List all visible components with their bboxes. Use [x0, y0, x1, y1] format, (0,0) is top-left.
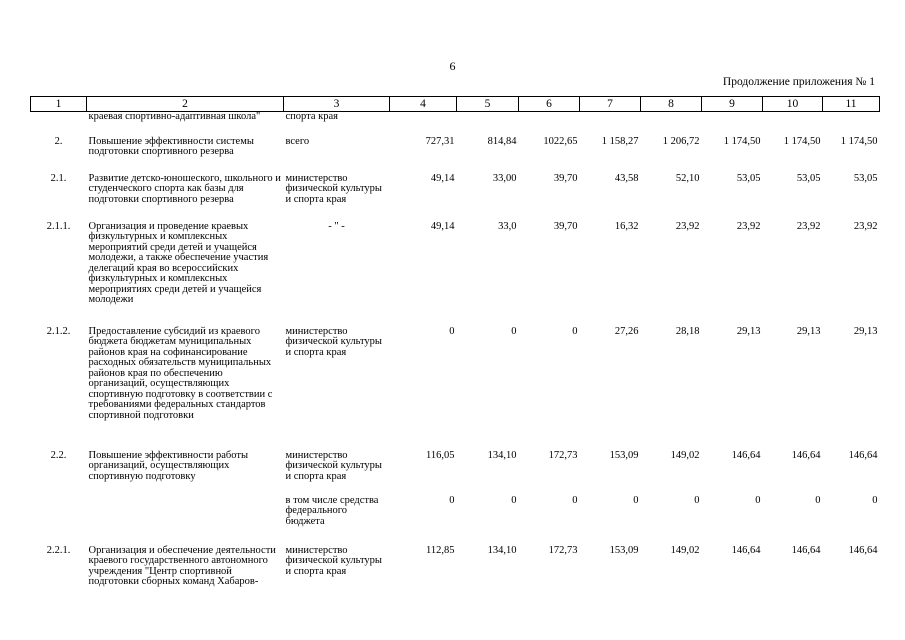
row-value: 727,31 [425, 135, 455, 147]
row-value: 153,09 [609, 449, 639, 461]
row-value: 0 [815, 494, 821, 506]
row-value: 112,85 [426, 544, 455, 556]
row-responsible: министерство физической культуры и спорта края [285, 544, 382, 577]
column-header: 5 [457, 97, 519, 112]
column-header: 1 [31, 97, 87, 112]
row-name [87, 496, 284, 546]
row-value: 1022,65 [543, 135, 578, 147]
column-header: 2 [87, 97, 284, 112]
row-value: 23,92 [796, 220, 821, 232]
program-table [30, 96, 880, 606]
row-value: 134,10 [487, 449, 517, 461]
row-value [763, 112, 823, 137]
column-header: 7 [580, 97, 641, 112]
row-value [457, 112, 519, 137]
column-header: 10 [763, 97, 823, 112]
row-index: 2.1. [50, 172, 67, 184]
row-value: 27,26 [614, 325, 639, 337]
page-number: 6 [449, 59, 456, 73]
row-index: 2.2. [50, 449, 67, 461]
row-value: 149,02 [670, 449, 700, 461]
row-value [580, 112, 641, 137]
row-responsible: в том числе средства федерального бюджета [285, 494, 379, 527]
row-value: 0 [511, 325, 517, 337]
row-name: Организация и обеспечение деятельности краевого государственного автономного учреждения "Центр спортивной подготовки сборных команд Хабаров- [88, 544, 276, 587]
row-value: 0 [449, 494, 455, 506]
row-index [31, 112, 87, 137]
row-value: 43,58 [614, 172, 639, 184]
row-index [31, 496, 87, 546]
row-value: 1 158,27 [601, 135, 639, 147]
row-index: 2.2.1. [46, 544, 71, 556]
table-row [31, 137, 880, 174]
row-value: 28,18 [675, 325, 700, 337]
row-value: 53,05 [796, 172, 821, 184]
row-value: 23,92 [675, 220, 700, 232]
row-value: 49,14 [430, 172, 455, 184]
row-value: 39,70 [553, 220, 578, 232]
row-value: 16,32 [614, 220, 639, 232]
row-value: 814,84 [487, 135, 517, 147]
row-value: 33,0 [498, 220, 517, 232]
row-responsible: спорта края [285, 111, 338, 122]
row-value: 1 174,50 [723, 135, 761, 147]
row-value [641, 112, 702, 137]
row-value: 0 [872, 494, 878, 506]
row-value: 52,10 [675, 172, 700, 184]
row-value: 53,05 [853, 172, 878, 184]
row-responsible: министерство физической культуры и спорта края [285, 325, 382, 358]
row-index: 2.1.1. [46, 220, 71, 232]
row-value: 1 206,72 [662, 135, 700, 147]
row-value: 29,13 [736, 325, 761, 337]
row-value: 149,02 [670, 544, 700, 556]
row-name: Предоставление субсидий из краевого бюджета бюджетам муниципальных районов края на софинансирование расходных обязательств муниципальных районов края по обеспечению организаций, осуществляющих спортивную подготовку в соответствии с требованиями федеральных стандартов спортивной подготовки [88, 325, 273, 421]
row-value: 116,05 [426, 449, 455, 461]
row-value: 0 [633, 494, 639, 506]
row-value: 29,13 [853, 325, 878, 337]
row-value: 172,73 [548, 449, 578, 461]
row-responsible: всего [285, 135, 310, 147]
row-responsible: министерство физической культуры и спорта края [285, 172, 382, 205]
row-value [702, 112, 763, 137]
continuation-label: Продолжение приложения № 1 [722, 76, 875, 88]
row-name: Развитие детско-юношеского, школьного и студенческого спорта как базы для подготовки спортивного резерва [88, 172, 281, 205]
row-value: 146,64 [731, 449, 761, 461]
row-value: 146,64 [791, 544, 821, 556]
table-row [31, 496, 880, 546]
row-value: 0 [755, 494, 761, 506]
column-header: 3 [284, 97, 390, 112]
row-value: 1 174,50 [783, 135, 821, 147]
row-value: 172,73 [548, 544, 578, 556]
row-responsible: министерство физической культуры и спорта края [285, 449, 382, 482]
row-value: 23,92 [853, 220, 878, 232]
row-value: 146,64 [848, 544, 878, 556]
column-header: 8 [641, 97, 702, 112]
column-header: 9 [702, 97, 763, 112]
row-value: 0 [572, 325, 578, 337]
row-value [390, 112, 457, 137]
row-value: 146,64 [848, 449, 878, 461]
column-header: 6 [519, 97, 580, 112]
row-value [823, 112, 880, 137]
row-value: 1 174,50 [840, 135, 878, 147]
row-name: краевая спортивно-адаптивная школа" [88, 111, 261, 122]
table-row [31, 546, 880, 606]
table-row [31, 451, 880, 496]
row-value: 33,00 [492, 172, 517, 184]
row-index: 2. [54, 135, 63, 147]
row-value: 0 [449, 325, 455, 337]
table-row [31, 112, 880, 137]
row-value: 29,13 [796, 325, 821, 337]
row-value: 153,09 [609, 544, 639, 556]
row-value: 0 [511, 494, 517, 506]
column-header: 11 [823, 97, 880, 112]
table-row [31, 222, 880, 327]
row-name: Повышение эффективности системы подготовки спортивного резерва [88, 135, 254, 157]
row-value: 49,14 [430, 220, 455, 232]
row-index: 2.1.2. [46, 325, 71, 337]
row-value: 53,05 [736, 172, 761, 184]
table-row [31, 174, 880, 222]
row-name: Организация и проведение краевых физкультурных и комплексных мероприятий среди детей и учащейся молодежи, а также обеспечение участия делегаций края во всероссийских физкультурных и комплексных мероприятиях среди детей и учащейся молодежи [88, 220, 269, 305]
row-value: 0 [694, 494, 700, 506]
row-value: 146,64 [731, 544, 761, 556]
table-row [31, 327, 880, 451]
row-value: 39,70 [553, 172, 578, 184]
row-responsible: - " - [328, 220, 345, 232]
header-row [31, 97, 880, 112]
row-value: 146,64 [791, 449, 821, 461]
row-value [519, 112, 580, 137]
row-value: 134,10 [487, 544, 517, 556]
row-value: 23,92 [736, 220, 761, 232]
row-name: Повышение эффективности работы организаций, осуществляющих спортивную подготовку [88, 449, 249, 482]
row-value: 0 [572, 494, 578, 506]
column-header: 4 [390, 97, 457, 112]
